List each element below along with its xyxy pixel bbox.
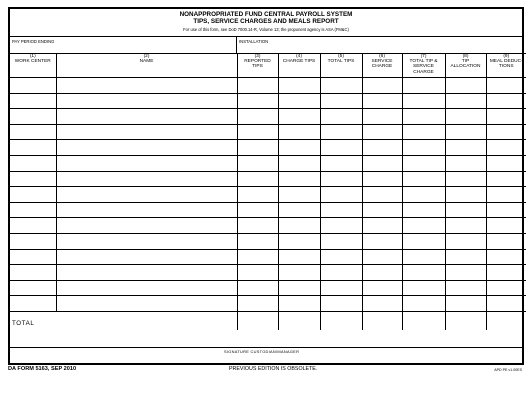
column-header-3 bbox=[237, 54, 278, 78]
column-label: CHARGE TIPS bbox=[282, 59, 316, 65]
entry-cell[interactable] bbox=[486, 296, 526, 312]
column-number: (3) bbox=[254, 54, 261, 59]
column-number: (4) bbox=[296, 54, 302, 59]
signature-label: SIGNATURE CUSTODIAN/MANAGER bbox=[224, 349, 300, 354]
column-header-4 bbox=[278, 54, 320, 78]
table-row bbox=[10, 233, 526, 249]
column-label: TOTAL TIPS bbox=[327, 59, 355, 65]
total-cell[interactable] bbox=[237, 311, 278, 330]
entry-cell[interactable] bbox=[237, 218, 278, 234]
entry-cell[interactable] bbox=[278, 233, 320, 249]
column-header-9 bbox=[486, 54, 526, 78]
column-label: REPORTED TIPS bbox=[244, 59, 271, 70]
installation-field[interactable] bbox=[237, 37, 522, 53]
entry-cell[interactable] bbox=[10, 233, 56, 249]
entry-cell[interactable] bbox=[320, 140, 362, 156]
entry-cell[interactable] bbox=[320, 249, 362, 265]
entry-cell[interactable] bbox=[56, 78, 237, 94]
entry-cell[interactable] bbox=[56, 155, 237, 171]
total-cell[interactable] bbox=[278, 311, 320, 330]
entry-cell[interactable] bbox=[320, 155, 362, 171]
entry-cell[interactable] bbox=[362, 249, 402, 265]
entry-cell[interactable] bbox=[486, 171, 526, 187]
entry-cell[interactable] bbox=[402, 78, 445, 94]
entry-cell[interactable] bbox=[402, 218, 445, 234]
entry-cell[interactable] bbox=[445, 93, 486, 109]
entry-cell[interactable] bbox=[362, 155, 402, 171]
form-subnote: For use of this form, see DoD 7000.14-R, Volume 13; the proponent agency is ASA (FM&C) bbox=[183, 27, 349, 32]
table-row bbox=[10, 280, 526, 296]
entry-cell[interactable] bbox=[362, 93, 402, 109]
entry-cell[interactable] bbox=[402, 155, 445, 171]
entry-cell[interactable] bbox=[10, 140, 56, 156]
entry-cell[interactable] bbox=[56, 187, 237, 203]
entry-cell[interactable] bbox=[278, 109, 320, 125]
entry-cell[interactable] bbox=[486, 265, 526, 281]
entry-cell[interactable] bbox=[237, 140, 278, 156]
entry-cell[interactable] bbox=[237, 296, 278, 312]
tips-table bbox=[10, 53, 526, 330]
entry-cell[interactable] bbox=[362, 171, 402, 187]
entry-cell[interactable] bbox=[486, 155, 526, 171]
entry-cell[interactable] bbox=[362, 218, 402, 234]
entry-cell[interactable] bbox=[320, 171, 362, 187]
entry-cell[interactable] bbox=[402, 296, 445, 312]
entry-cell[interactable] bbox=[278, 78, 320, 94]
edition-note: PREVIOUS EDITION IS OBSOLETE. bbox=[229, 366, 318, 372]
column-number: (7) bbox=[420, 54, 427, 59]
entry-cell[interactable] bbox=[320, 187, 362, 203]
entry-cell[interactable] bbox=[402, 249, 445, 265]
entry-cell[interactable] bbox=[237, 202, 278, 218]
table-row bbox=[10, 93, 526, 109]
entry-cell[interactable] bbox=[56, 124, 237, 140]
entry-cell[interactable] bbox=[237, 109, 278, 125]
entry-cell[interactable] bbox=[320, 93, 362, 109]
total-cell[interactable] bbox=[445, 311, 486, 330]
entry-cell[interactable] bbox=[486, 140, 526, 156]
entry-cell[interactable] bbox=[362, 296, 402, 312]
entry-cell[interactable] bbox=[278, 155, 320, 171]
entry-cell[interactable] bbox=[362, 140, 402, 156]
column-number: (2) bbox=[143, 54, 150, 59]
signature-row[interactable] bbox=[10, 347, 522, 363]
table-row bbox=[10, 155, 526, 171]
entry-cell[interactable] bbox=[402, 171, 445, 187]
column-header-6 bbox=[362, 54, 402, 78]
entry-cell[interactable] bbox=[445, 171, 486, 187]
entry-cell[interactable] bbox=[486, 78, 526, 94]
entry-cell[interactable] bbox=[362, 187, 402, 203]
form-number: DA FORM 5163, SEP 2010 bbox=[8, 366, 77, 372]
info-row bbox=[10, 36, 522, 53]
entry-cell[interactable] bbox=[278, 187, 320, 203]
entry-cell[interactable] bbox=[486, 93, 526, 109]
entry-cell[interactable] bbox=[56, 140, 237, 156]
entry-cell[interactable] bbox=[362, 124, 402, 140]
entry-cell[interactable] bbox=[56, 202, 237, 218]
entry-cell[interactable] bbox=[56, 265, 237, 281]
entry-cell[interactable] bbox=[445, 280, 486, 296]
entry-cell[interactable] bbox=[486, 109, 526, 125]
form-title-line2: TIPS, SERVICE CHARGES AND MEALS REPORT bbox=[193, 18, 339, 25]
entry-cell[interactable] bbox=[445, 265, 486, 281]
entry-cell[interactable] bbox=[402, 233, 445, 249]
entry-cell[interactable] bbox=[402, 280, 445, 296]
entry-cell[interactable] bbox=[486, 187, 526, 203]
table-row bbox=[10, 265, 526, 281]
installation-label: INSTALLATION bbox=[239, 39, 269, 44]
table-row bbox=[10, 140, 526, 156]
entry-cell[interactable] bbox=[278, 140, 320, 156]
table-row bbox=[10, 124, 526, 140]
entry-cell[interactable] bbox=[278, 218, 320, 234]
entry-cell[interactable] bbox=[237, 171, 278, 187]
table-row bbox=[10, 296, 526, 312]
entry-cell[interactable] bbox=[320, 280, 362, 296]
entry-cell[interactable] bbox=[237, 280, 278, 296]
column-header-row bbox=[10, 54, 526, 78]
pay-period-field[interactable] bbox=[10, 37, 237, 53]
entry-cell[interactable] bbox=[56, 233, 237, 249]
entry-cell[interactable] bbox=[237, 249, 278, 265]
total-row bbox=[10, 311, 526, 330]
entry-cell[interactable] bbox=[320, 109, 362, 125]
entry-cell[interactable] bbox=[237, 124, 278, 140]
entry-cell[interactable] bbox=[362, 280, 402, 296]
entry-cell[interactable] bbox=[10, 171, 56, 187]
entry-cell[interactable] bbox=[278, 93, 320, 109]
entry-cell[interactable] bbox=[10, 296, 56, 312]
table-row bbox=[10, 218, 526, 234]
total-cell[interactable] bbox=[362, 311, 402, 330]
entry-cell[interactable] bbox=[320, 124, 362, 140]
entry-cell[interactable] bbox=[56, 280, 237, 296]
entry-cell[interactable] bbox=[486, 233, 526, 249]
entry-cell[interactable] bbox=[445, 78, 486, 94]
entry-cell[interactable] bbox=[278, 171, 320, 187]
entry-cell[interactable] bbox=[237, 93, 278, 109]
entry-cell[interactable] bbox=[320, 78, 362, 94]
entry-cell[interactable] bbox=[445, 124, 486, 140]
entry-cell[interactable] bbox=[445, 187, 486, 203]
payroll-form bbox=[8, 7, 524, 365]
entry-cell[interactable] bbox=[402, 265, 445, 281]
table-row bbox=[10, 187, 526, 203]
entry-cell[interactable] bbox=[362, 233, 402, 249]
entry-cell[interactable] bbox=[320, 233, 362, 249]
entry-cell[interactable] bbox=[10, 78, 56, 94]
entry-cell[interactable] bbox=[10, 109, 56, 125]
column-number: (6) bbox=[379, 54, 385, 59]
entry-cell[interactable] bbox=[362, 202, 402, 218]
table-row bbox=[10, 109, 526, 125]
entry-cell[interactable] bbox=[445, 109, 486, 125]
entry-cell[interactable] bbox=[362, 265, 402, 281]
entry-cell[interactable] bbox=[402, 202, 445, 218]
entry-cell[interactable] bbox=[320, 265, 362, 281]
column-label: TOTAL TIP & SERVICE CHARGE bbox=[409, 59, 438, 75]
entry-cell[interactable] bbox=[278, 124, 320, 140]
entry-cell[interactable] bbox=[56, 171, 237, 187]
entry-cell[interactable] bbox=[237, 78, 278, 94]
entry-cell[interactable] bbox=[320, 296, 362, 312]
column-label: TIP ALLOCATION bbox=[450, 59, 481, 70]
table-row bbox=[10, 78, 526, 94]
entry-cell[interactable] bbox=[486, 218, 526, 234]
entry-cell[interactable] bbox=[10, 124, 56, 140]
column-header-8 bbox=[445, 54, 486, 78]
entry-cell[interactable] bbox=[10, 202, 56, 218]
entry-cell[interactable] bbox=[10, 249, 56, 265]
column-header-2 bbox=[56, 54, 237, 78]
column-number: (8) bbox=[462, 54, 469, 59]
form-version: APD PE v1.00ES bbox=[494, 368, 522, 372]
entry-cell[interactable] bbox=[362, 109, 402, 125]
entry-cell[interactable] bbox=[320, 218, 362, 234]
column-header-5 bbox=[320, 54, 362, 78]
entry-cell[interactable] bbox=[362, 78, 402, 94]
column-header-7 bbox=[402, 54, 445, 78]
entry-cell[interactable] bbox=[56, 93, 237, 109]
entry-cell[interactable] bbox=[445, 249, 486, 265]
entry-cell[interactable] bbox=[486, 202, 526, 218]
entry-cell[interactable] bbox=[56, 249, 237, 265]
entry-cell[interactable] bbox=[445, 140, 486, 156]
entry-cell[interactable] bbox=[237, 155, 278, 171]
entry-cell[interactable] bbox=[486, 249, 526, 265]
entry-cell[interactable] bbox=[486, 124, 526, 140]
entry-cell[interactable] bbox=[445, 155, 486, 171]
entry-cell[interactable] bbox=[445, 296, 486, 312]
entry-cell[interactable] bbox=[278, 296, 320, 312]
entry-cell[interactable] bbox=[10, 187, 56, 203]
entry-cell[interactable] bbox=[445, 202, 486, 218]
entry-cell[interactable] bbox=[402, 93, 445, 109]
column-label: SERVICE CHARGE bbox=[371, 59, 393, 70]
entry-cell[interactable] bbox=[278, 249, 320, 265]
entry-cell[interactable] bbox=[402, 187, 445, 203]
table-row bbox=[10, 249, 526, 265]
entry-cell[interactable] bbox=[10, 155, 56, 171]
entry-cell[interactable] bbox=[278, 265, 320, 281]
entry-cell[interactable] bbox=[237, 187, 278, 203]
entry-cell[interactable] bbox=[445, 233, 486, 249]
total-cell[interactable] bbox=[320, 311, 362, 330]
entry-cell[interactable] bbox=[445, 218, 486, 234]
entry-cell[interactable] bbox=[486, 280, 526, 296]
entry-cell[interactable] bbox=[56, 218, 237, 234]
entry-cell[interactable] bbox=[402, 109, 445, 125]
entry-cell[interactable] bbox=[10, 218, 56, 234]
total-cell[interactable] bbox=[402, 311, 445, 330]
entry-cell[interactable] bbox=[278, 280, 320, 296]
entry-cell[interactable] bbox=[56, 296, 237, 312]
entry-cell[interactable] bbox=[237, 265, 278, 281]
entry-cell[interactable] bbox=[237, 233, 278, 249]
column-number: (5) bbox=[338, 54, 344, 59]
column-label: NAME bbox=[139, 59, 154, 65]
form-header bbox=[10, 9, 522, 36]
column-label: MEAL DEDUC- TIONS bbox=[489, 59, 523, 70]
total-label: TOTAL bbox=[10, 311, 237, 330]
total-cell[interactable] bbox=[486, 311, 526, 330]
table-row bbox=[10, 171, 526, 187]
column-label: WORK CENTER bbox=[14, 59, 51, 65]
entry-cell[interactable] bbox=[10, 93, 56, 109]
column-number: (9) bbox=[503, 54, 510, 59]
entry-cell[interactable] bbox=[278, 202, 320, 218]
entry-cell[interactable] bbox=[320, 202, 362, 218]
entry-cell[interactable] bbox=[402, 124, 445, 140]
column-header-1 bbox=[10, 54, 56, 78]
entry-cell[interactable] bbox=[10, 280, 56, 296]
table-row bbox=[10, 202, 526, 218]
entry-cell[interactable] bbox=[402, 140, 445, 156]
entry-cell[interactable] bbox=[10, 265, 56, 281]
entry-cell[interactable] bbox=[56, 109, 237, 125]
column-number: (1) bbox=[29, 54, 36, 59]
pay-period-label: PAY PERIOD ENDING bbox=[12, 39, 55, 44]
form-title-line1: NONAPPROPRIATED FUND CENTRAL PAYROLL SYSTEM bbox=[179, 11, 353, 18]
